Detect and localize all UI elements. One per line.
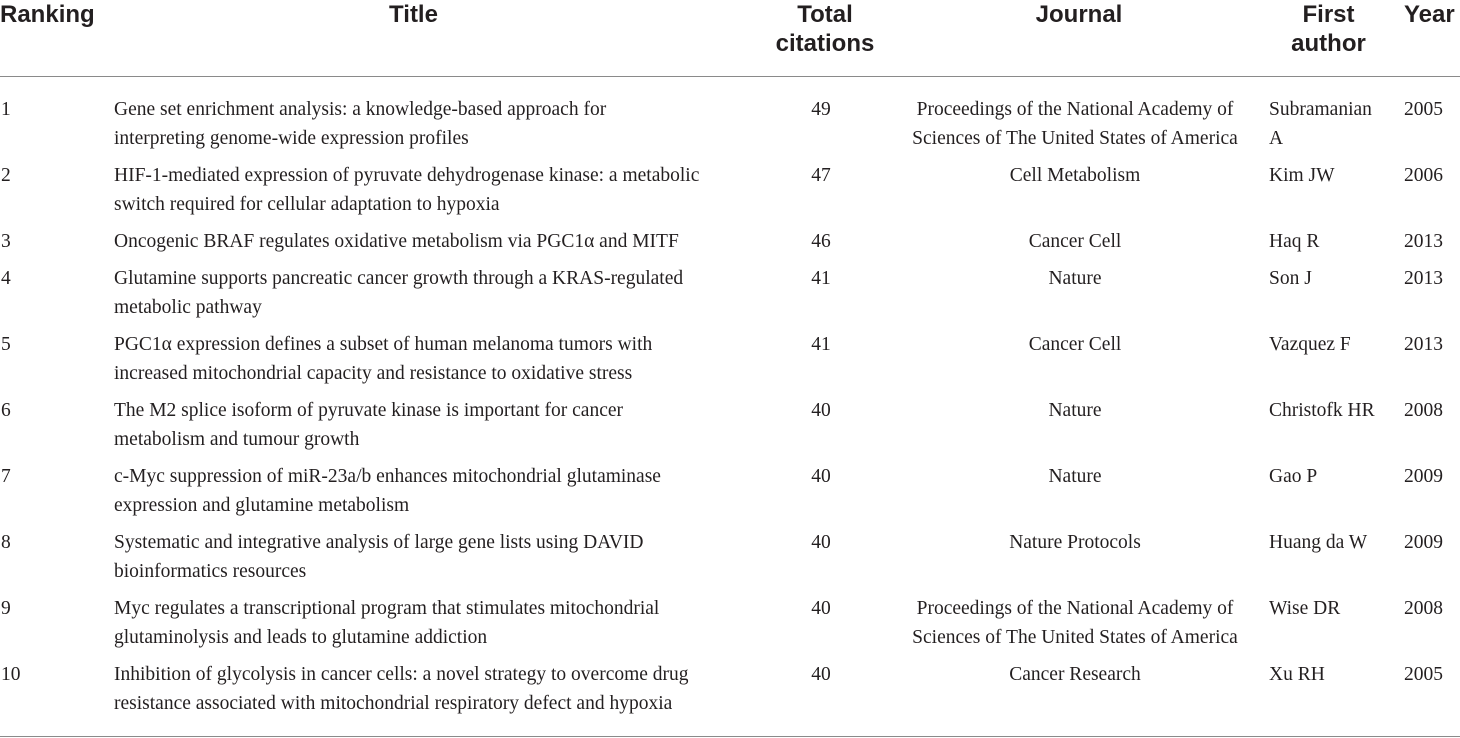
header-total-citations-line1: Total bbox=[797, 1, 853, 28]
table-row bbox=[0, 396, 1460, 462]
cell-journal-line2: Sciences of The United States of America bbox=[912, 626, 1238, 648]
table-row bbox=[0, 161, 1460, 227]
table-row bbox=[0, 227, 1460, 264]
table-body bbox=[0, 76, 1460, 726]
cell-author-line1: Christofk HR bbox=[1269, 399, 1375, 421]
cell-year: 2013 bbox=[1404, 333, 1443, 355]
cell-title bbox=[112, 161, 767, 227]
cell-title-line2: metabolic pathway bbox=[114, 296, 262, 318]
cell-author-line1: Vazquez F bbox=[1269, 333, 1351, 355]
cell-year: 2008 bbox=[1404, 399, 1443, 421]
cell-ranking: 1 bbox=[1, 98, 11, 120]
cell-journal bbox=[883, 264, 1267, 330]
cell-ranking: 3 bbox=[1, 230, 11, 252]
cell-ranking: 6 bbox=[1, 399, 11, 421]
cell-title bbox=[112, 396, 767, 462]
header-title: Title bbox=[112, 0, 767, 76]
cell-author-line1: Son J bbox=[1269, 267, 1312, 289]
cell-journal-line1: Cell Metabolism bbox=[1009, 164, 1141, 186]
cell-first-author bbox=[1267, 330, 1404, 396]
cell-title-line1: Systematic and integrative analysis of large gene lists using DAVID bbox=[114, 531, 644, 553]
cell-title-line2: increased mitochondrial capacity and resistance to oxidative stress bbox=[114, 362, 633, 384]
cell-journal-line1: Nature bbox=[1048, 267, 1102, 289]
cell-journal bbox=[883, 396, 1267, 462]
cell-title-line1: Oncogenic BRAF regulates oxidative metabolism via PGC1α and MITF bbox=[114, 230, 679, 252]
cell-ranking: 7 bbox=[1, 465, 11, 487]
cell-title bbox=[112, 462, 767, 528]
cell-author-line1: Kim JW bbox=[1269, 164, 1335, 186]
cell-title bbox=[112, 264, 767, 330]
cell-ranking: 9 bbox=[1, 597, 11, 619]
cell-first-author bbox=[1267, 227, 1404, 264]
cell-ranking: 2 bbox=[1, 164, 11, 186]
table-row bbox=[0, 462, 1460, 528]
cell-ranking: 8 bbox=[1, 531, 11, 553]
cell-title bbox=[112, 76, 767, 161]
cell-journal-line1: Nature bbox=[1048, 465, 1102, 487]
cell-title-line2: metabolism and tumour growth bbox=[114, 428, 360, 450]
table-row bbox=[0, 594, 1460, 660]
cell-title bbox=[112, 528, 767, 594]
cell-journal bbox=[883, 227, 1267, 264]
cell-first-author bbox=[1267, 264, 1404, 330]
table-row bbox=[0, 528, 1460, 594]
cell-journal-line1: Nature bbox=[1048, 399, 1102, 421]
cell-first-author bbox=[1267, 528, 1404, 594]
table-row bbox=[0, 330, 1460, 396]
cell-first-author bbox=[1267, 396, 1404, 462]
cell-journal-line1: Proceedings of the National Academy of bbox=[916, 98, 1234, 120]
cell-year: 2005 bbox=[1404, 663, 1443, 685]
table-row bbox=[0, 660, 1460, 726]
cell-year: 2008 bbox=[1404, 597, 1443, 619]
cell-journal bbox=[883, 462, 1267, 528]
cell-year: 2009 bbox=[1404, 465, 1443, 487]
cell-total-citations: 47 bbox=[811, 164, 831, 186]
cell-title-line1: Inhibition of glycolysis in cancer cells: a novel strategy to overcome drug bbox=[114, 663, 689, 685]
cell-title-line1: Gene set enrichment analysis: a knowledge-based approach for bbox=[114, 98, 607, 120]
cell-title-line2: bioinformatics resources bbox=[114, 560, 307, 582]
cell-first-author bbox=[1267, 594, 1404, 660]
cell-author-line1: Xu RH bbox=[1269, 663, 1325, 685]
cell-total-citations: 46 bbox=[811, 230, 831, 252]
cell-journal bbox=[883, 330, 1267, 396]
table-header bbox=[0, 0, 1460, 76]
cell-journal-line2: Sciences of The United States of America bbox=[912, 127, 1238, 149]
table-bottom-rule bbox=[0, 736, 1460, 737]
header-first-author-line1: First bbox=[1302, 1, 1355, 28]
cell-journal-line1: Cancer Cell bbox=[1028, 333, 1122, 355]
header-first-author bbox=[1267, 0, 1404, 76]
cell-title-line2: interpreting genome-wide expression profiles bbox=[114, 127, 469, 149]
cell-journal bbox=[883, 594, 1267, 660]
cell-title-line2: switch required for cellular adaptation to hypoxia bbox=[114, 193, 500, 215]
cell-year: 2009 bbox=[1404, 531, 1443, 553]
header-total-citations-line2: citations bbox=[775, 30, 875, 57]
cell-title bbox=[112, 594, 767, 660]
cell-title-line2: expression and glutamine metabolism bbox=[114, 494, 410, 516]
header-year: Year bbox=[1404, 0, 1460, 76]
cell-journal bbox=[883, 161, 1267, 227]
header-first-author-line2: author bbox=[1291, 30, 1366, 57]
cell-title bbox=[112, 660, 767, 726]
cell-author-line2: A bbox=[1269, 127, 1284, 149]
header-journal: Journal bbox=[883, 0, 1267, 76]
cell-title-line2: resistance associated with mitochondrial respiratory defect and hypoxia bbox=[114, 692, 673, 714]
header-row bbox=[0, 0, 1460, 76]
cell-first-author bbox=[1267, 76, 1404, 161]
cell-title bbox=[112, 330, 767, 396]
cell-author-line1: Huang da W bbox=[1269, 531, 1368, 553]
cell-title-line1: PGC1α expression defines a subset of human melanoma tumors with bbox=[114, 333, 653, 355]
cell-total-citations: 40 bbox=[811, 663, 831, 685]
cell-author-line1: Subramanian bbox=[1269, 98, 1372, 120]
header-total-citations bbox=[767, 0, 883, 76]
cell-journal bbox=[883, 76, 1267, 161]
table-row bbox=[0, 76, 1460, 161]
cell-journal-line1: Cancer Cell bbox=[1028, 230, 1122, 252]
cell-first-author bbox=[1267, 660, 1404, 726]
cell-title-line2: glutaminolysis and leads to glutamine addiction bbox=[114, 626, 488, 648]
cell-total-citations: 40 bbox=[811, 597, 831, 619]
cell-title-line1: The M2 splice isoform of pyruvate kinase is important for cancer bbox=[114, 399, 624, 421]
cell-title-line1: HIF-1-mediated expression of pyruvate dehydrogenase kinase: a metabolic bbox=[114, 164, 700, 186]
cell-title-line1: Myc regulates a transcriptional program that stimulates mitochondrial bbox=[114, 597, 660, 619]
cell-author-line1: Gao P bbox=[1269, 465, 1318, 487]
cell-title-line1: c-Myc suppression of miR-23a/b enhances mitochondrial glutaminase bbox=[114, 465, 661, 487]
cell-author-line1: Haq R bbox=[1269, 230, 1320, 252]
cell-total-citations: 40 bbox=[811, 465, 831, 487]
cell-total-citations: 41 bbox=[811, 333, 831, 355]
cell-year: 2005 bbox=[1404, 98, 1443, 120]
cell-title bbox=[112, 227, 767, 264]
cell-first-author bbox=[1267, 161, 1404, 227]
cell-year: 2013 bbox=[1404, 267, 1443, 289]
cell-total-citations: 49 bbox=[811, 98, 831, 120]
cell-journal-line1: Cancer Research bbox=[1009, 663, 1141, 685]
cell-total-citations: 40 bbox=[811, 531, 831, 553]
cell-author-line1: Wise DR bbox=[1269, 597, 1341, 619]
cell-first-author bbox=[1267, 462, 1404, 528]
cell-total-citations: 40 bbox=[811, 399, 831, 421]
cell-ranking: 5 bbox=[1, 333, 11, 355]
table-row bbox=[0, 264, 1460, 330]
cell-ranking: 4 bbox=[1, 267, 11, 289]
cell-year: 2006 bbox=[1404, 164, 1443, 186]
cell-title-line1: Glutamine supports pancreatic cancer growth through a KRAS-regulated bbox=[114, 267, 684, 289]
cell-journal-line1: Nature Protocols bbox=[1009, 531, 1141, 553]
cell-year: 2013 bbox=[1404, 230, 1443, 252]
cell-journal bbox=[883, 528, 1267, 594]
cell-journal bbox=[883, 660, 1267, 726]
header-ranking: Ranking bbox=[0, 0, 112, 76]
cell-journal-line1: Proceedings of the National Academy of bbox=[916, 597, 1234, 619]
cell-total-citations: 41 bbox=[811, 267, 831, 289]
cell-ranking: 10 bbox=[1, 663, 21, 685]
